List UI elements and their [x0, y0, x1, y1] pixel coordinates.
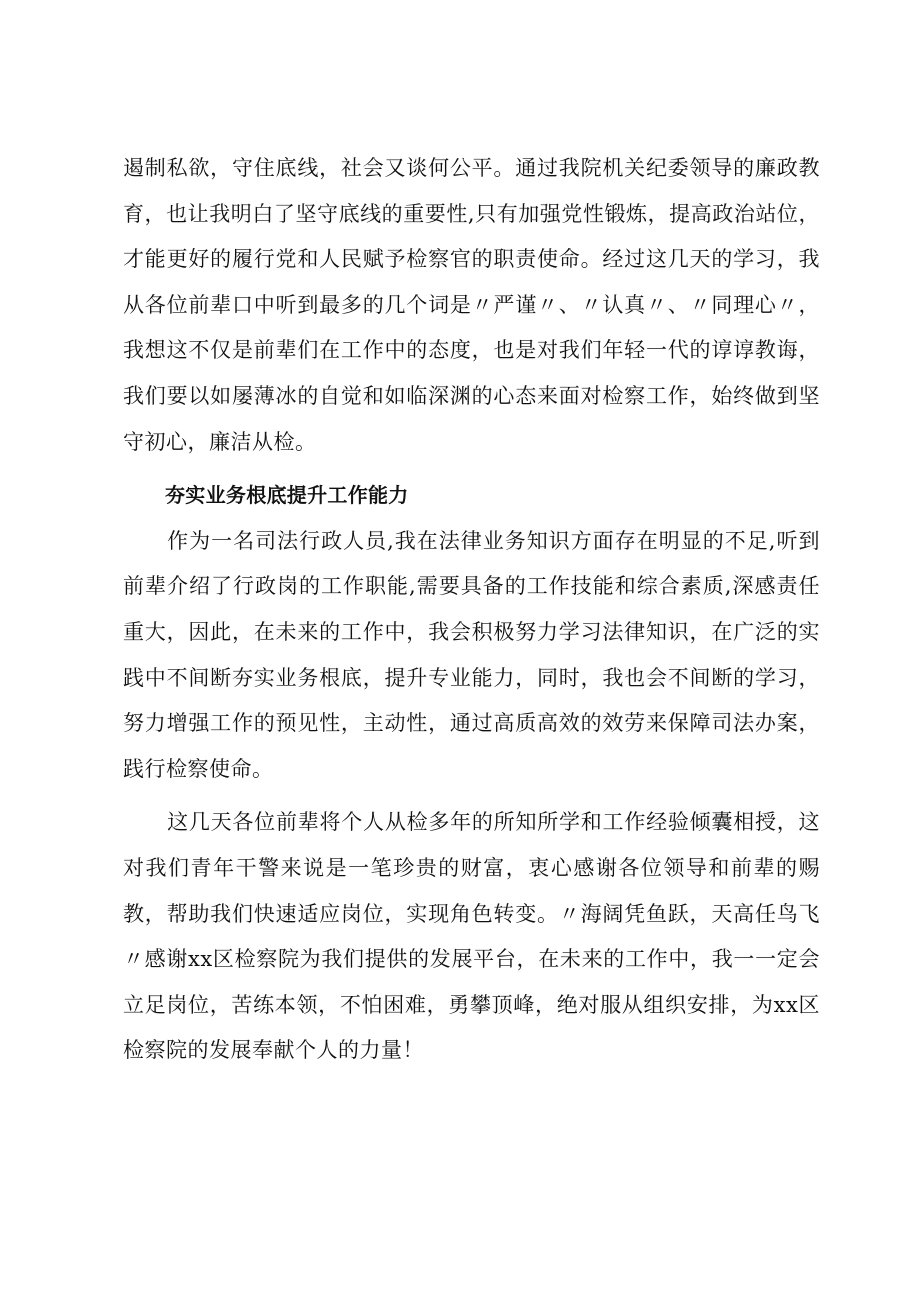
paragraph-professional-skills: 作为一名司法行政人员,我在法律业务知识方面存在明显的不足,听到前辈介绍了行政岗的工作职能,需要具备的工作技能和综合素质,深感责任重大，因此，在未来的工作中，我会积极努力学习法律知识，在广泛的实践中不间断夯实业务根底，提升专业能力，同时，我也会不间断的学习，努力增强工作的预见性，主动性，通过高质高效的效劳来保障司法办案，践行检察使命。: [123, 528, 820, 781]
paragraph-gratitude: 这几天各位前辈将个人从检多年的所知所学和工作经验倾囊相授，这对我们青年干警来说是一笔珍贵的财富，衷心感谢各位领导和前辈的赐教，帮助我们快速适应岗位，实现角色转变。〃海阔凭鱼跃，天高任鸟飞〃感谢xx区检察院为我们提供的发展平台，在未来的工作中，我一一定会立足岗位，苦练本领，不怕困难，勇攀顶峰，绝对服从组织安排，为xx区检察院的发展奉献个人的力量！: [123, 810, 820, 1063]
paragraph-integrity: 遏制私欲，守住底线，社会又谈何公平。通过我院机关纪委领导的廉政教育，也让我明白了坚守底线的重要性,只有加强党性锻炼，提高政治站位，才能更好的履行党和人民赋予检察官的职责使命。经过这几天的学习，我从各位前辈口中听到最多的几个词是〃严谨〃、〃认真〃、〃同理心〃，我想这不仅是前辈们在工作中的态度，也是对我们年轻一代的谆谆教诲，我们要以如屡薄冰的自觉和如临深渊的心态来面对检察工作，始终做到坚守初心，廉洁从检。: [123, 156, 820, 454]
section-heading: 夯实业务根底提升工作能力: [165, 483, 409, 508]
paragraph-gap: [123, 792, 820, 800]
paragraph-gap: [123, 465, 820, 473]
document-body: [123, 146, 820, 1074]
